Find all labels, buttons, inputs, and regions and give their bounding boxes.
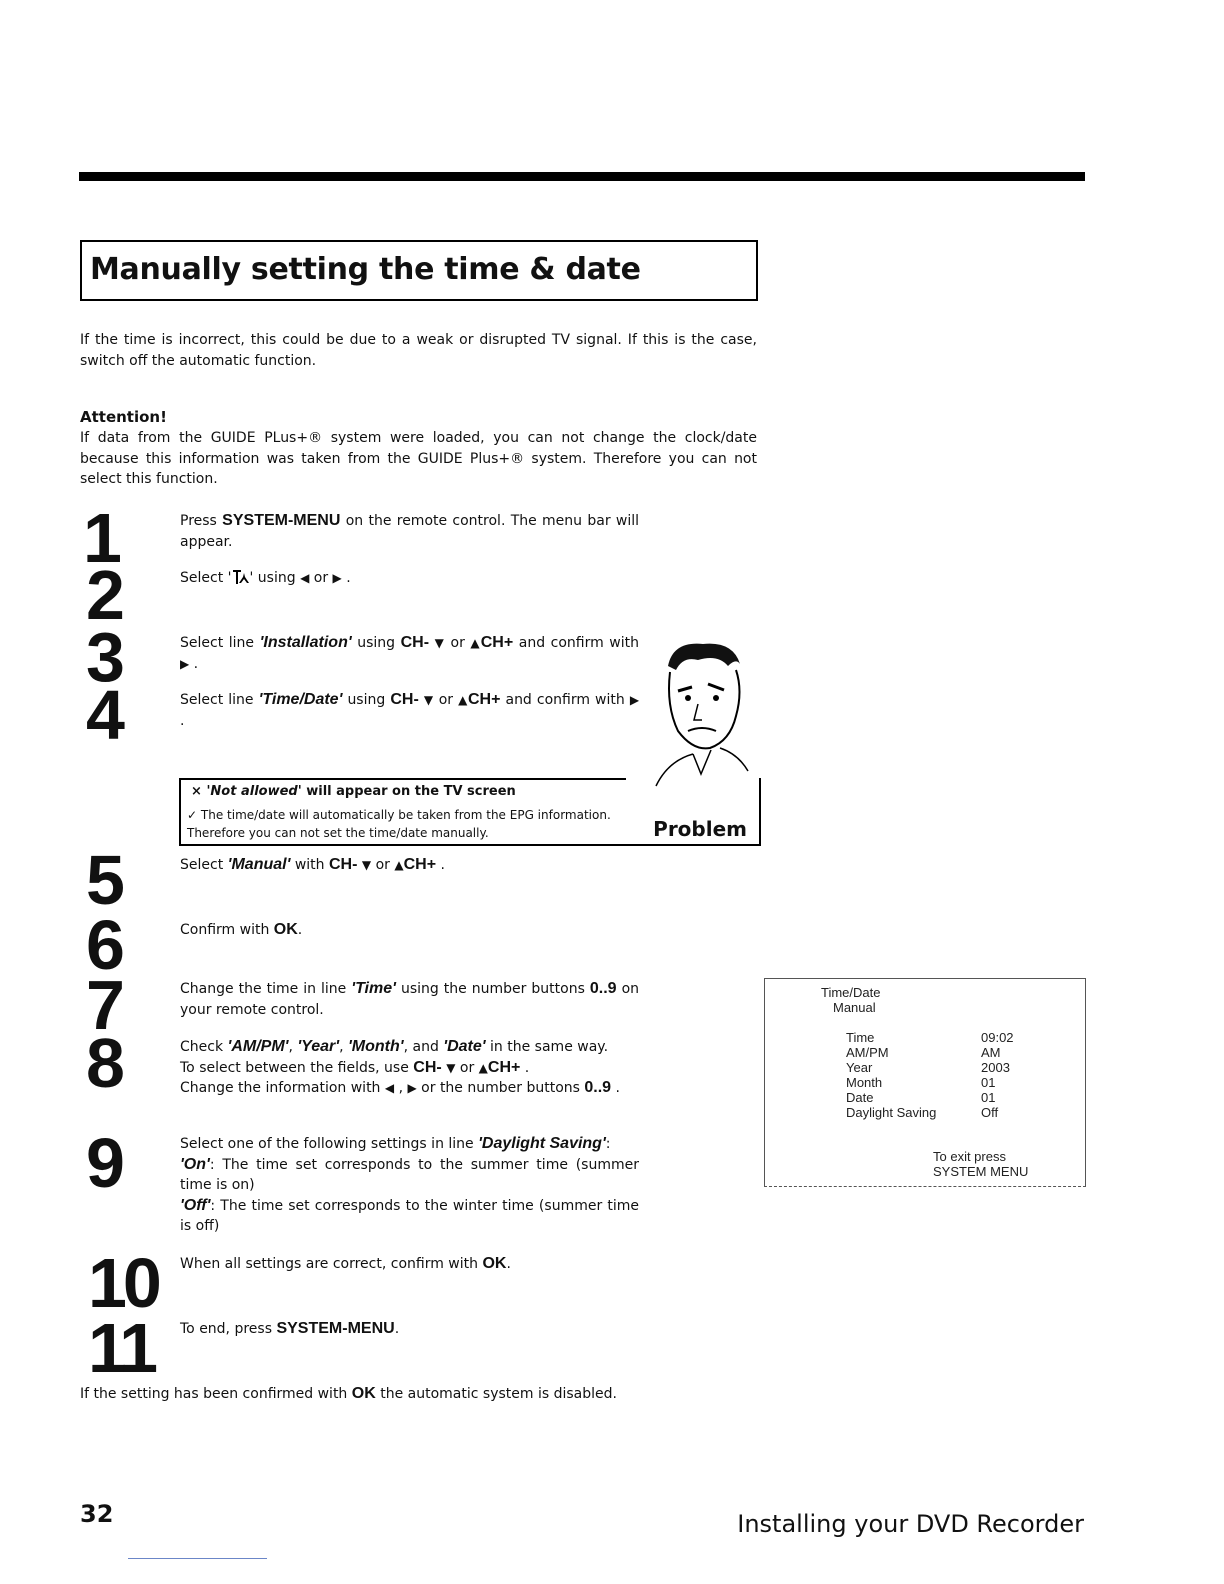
problem-label: Problem (653, 817, 747, 841)
problem-line-1: × 'Not allowed' will appear on the TV screen (191, 784, 516, 799)
step-6-text: Confirm with OK. (180, 921, 303, 938)
up-arrow-icon: ▲ (470, 636, 481, 650)
problem-line-2: ✓ The time/date will automatically be taken from the EPG information. Therefore you can not set the time/date manually. (187, 808, 611, 840)
screen-row-value: 2003 (981, 1060, 1010, 1075)
down-arrow-icon: ▼ (446, 1060, 456, 1075)
step-number-5: 5 (86, 841, 121, 919)
right-arrow-icon: ▶ (407, 1081, 417, 1095)
left-arrow-icon: ◀ (300, 571, 310, 585)
step-number-9: 9 (86, 1124, 121, 1202)
screen-row-label: Month (846, 1075, 883, 1090)
step-10-text: When all settings are correct, confirm with OK. (180, 1255, 511, 1272)
step-number-8: 8 (86, 1024, 121, 1102)
attention-text: If data from the GUIDE PLus+® system were loaded, you can not change the clock/date because this information was taken from the GUIDE Plus+® system. Therefore you can not select this function. (80, 430, 757, 487)
screen-row-label: AM/PM (846, 1045, 889, 1060)
check-icon: ✓ (187, 808, 198, 822)
right-arrow-icon: ▶ (332, 571, 342, 585)
step-9-text: Select one of the following settings in line 'Daylight Saving': 'On': The time set corresponds to the summer time (summer time is on) 'Off': The time set corresponds to the winter time (summer time is off) (180, 1135, 639, 1234)
frustrated-man-illustration (648, 636, 758, 796)
step-number-7: 7 (86, 966, 121, 1044)
screen-title: Time/Date (821, 985, 881, 1000)
problem-box (179, 778, 761, 846)
step-number-4: 4 (86, 676, 121, 754)
step-number-11: 11 (88, 1309, 154, 1387)
title-box (80, 240, 758, 301)
up-arrow-icon: ▲ (458, 693, 468, 707)
step-1-text: Press SYSTEM-MENU on the remote control. The menu bar will appear. (180, 512, 639, 550)
screen-row-value: AM (981, 1045, 1001, 1060)
step-number-2: 2 (86, 556, 121, 634)
down-arrow-icon: ▼ (423, 693, 434, 707)
page-title: Manually setting the time & date (90, 252, 641, 287)
screen-row-label: Date (846, 1090, 874, 1105)
down-arrow-icon: ▼ (434, 636, 445, 650)
screen-row-label: Time (846, 1030, 875, 1045)
problem-box-top-rule (181, 778, 626, 780)
screen-subtitle: Manual (833, 1000, 876, 1015)
step-7-text: Change the time in line 'Time' using the number buttons 0..9 on your remote control. (180, 980, 640, 1018)
step-5-text: Select 'Manual' with CH- ▼ or ▲CH+ . (180, 856, 445, 873)
step-number-10: 10 (88, 1244, 158, 1322)
step-number-3: 3 (86, 618, 121, 696)
right-arrow-icon: ▶ (629, 693, 640, 707)
screen-row-value: 09:02 (981, 1030, 1014, 1045)
screen-row-label: Year (846, 1060, 873, 1075)
closing-text: If the setting has been confirmed with OK the automatic system is disabled. (80, 1385, 617, 1402)
cross-icon: × (191, 784, 202, 799)
up-arrow-icon: ▲ (478, 1060, 488, 1075)
screen-exit-hint: To exit press (933, 1149, 1006, 1164)
screen-row-label: Daylight Saving (846, 1105, 937, 1120)
right-arrow-icon: ▶ (180, 656, 190, 671)
footer-rule (128, 1558, 267, 1559)
screen-row-value: 01 (981, 1075, 996, 1090)
screen-exit-key: SYSTEM MENU (933, 1164, 1029, 1179)
footer-section-title: Installing your DVD Recorder (737, 1510, 1084, 1538)
up-arrow-icon: ▲ (394, 858, 404, 872)
installation-tool-icon (232, 569, 250, 585)
down-arrow-icon: ▼ (361, 858, 372, 872)
screen-row-value: 01 (981, 1090, 996, 1105)
step-number-1: 1 (83, 499, 118, 577)
step-2-text: Select ' ' using ◀ or ▶ . (180, 570, 351, 586)
step-number-6: 6 (86, 906, 121, 984)
step-11-text: To end, press SYSTEM-MENU. (180, 1320, 400, 1337)
intro-paragraph: If the time is incorrect, this could be due to a weak or disrupted TV signal. If this is the case, switch off the automatic function. (80, 332, 757, 369)
header-rule (79, 172, 1085, 181)
step-8-text: Check 'AM/PM', 'Year', 'Month', and 'Date' in the same way. To select between the fields, use CH- ▼ or ▲CH+ . Change the information with ◀ , ▶ or the number buttons 0..9 . (180, 1038, 620, 1096)
tv-screen-display (764, 978, 1086, 1187)
screen-row-value: Off (981, 1105, 999, 1120)
step-4-text: Select line 'Time/Date' using CH- ▼ or ▲CH+ and confirm with ▶ . (180, 691, 640, 729)
page-number: 32 (80, 1500, 114, 1528)
attention-heading: Attention! (80, 408, 167, 426)
left-arrow-icon: ◀ (384, 1081, 395, 1095)
step-3-text: Select line 'Installation' using CH- ▼ or ▲CH+ and confirm with ▶ . (180, 634, 640, 672)
